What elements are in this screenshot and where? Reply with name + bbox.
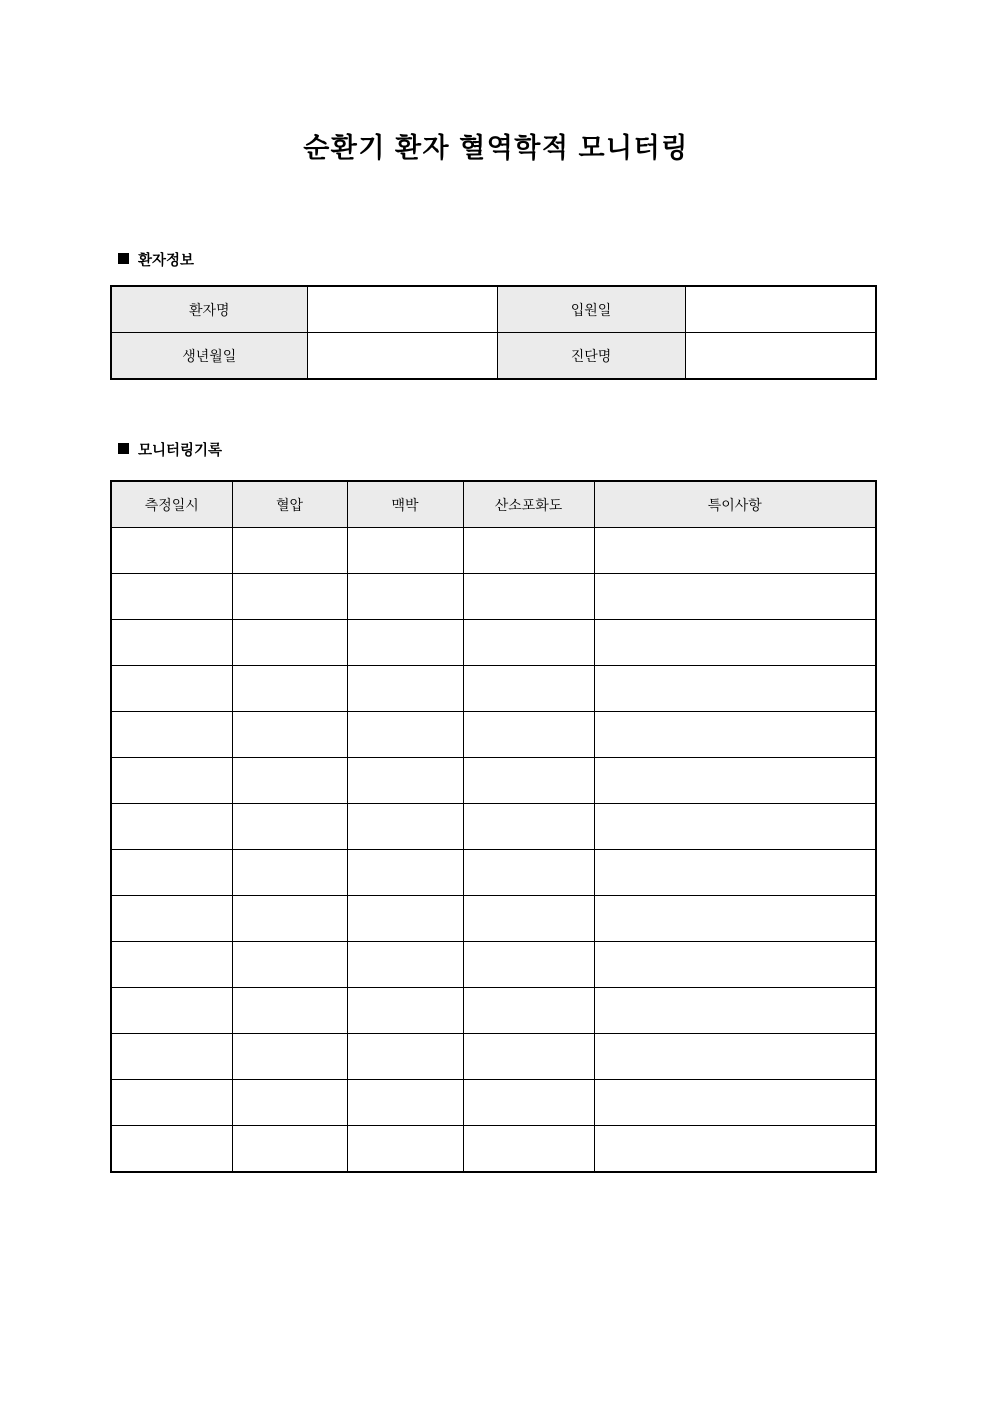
column-header-oxygen-saturation: 산소포화도 xyxy=(463,481,594,528)
cell-oxygen-saturation[interactable] xyxy=(463,666,594,712)
cell-oxygen-saturation[interactable] xyxy=(463,1080,594,1126)
table-row xyxy=(111,1034,876,1080)
cell-measure-datetime[interactable] xyxy=(111,850,232,896)
table-header-row xyxy=(111,481,876,528)
cell-pulse[interactable] xyxy=(347,528,463,574)
cell-oxygen-saturation[interactable] xyxy=(463,574,594,620)
table-row xyxy=(111,620,876,666)
column-header-measure-datetime: 측정일시 xyxy=(111,481,232,528)
patient-info-table xyxy=(110,285,877,380)
cell-oxygen-saturation[interactable] xyxy=(463,712,594,758)
table-row xyxy=(111,286,876,333)
cell-pulse[interactable] xyxy=(347,574,463,620)
column-header-blood-pressure: 혈압 xyxy=(232,481,347,528)
table-row xyxy=(111,896,876,942)
cell-pulse[interactable] xyxy=(347,896,463,942)
patient-name-label: 환자명 xyxy=(111,286,307,333)
cell-pulse[interactable] xyxy=(347,942,463,988)
cell-blood-pressure[interactable] xyxy=(232,574,347,620)
table-row xyxy=(111,333,876,380)
cell-oxygen-saturation[interactable] xyxy=(463,620,594,666)
table-row xyxy=(111,1126,876,1173)
cell-pulse[interactable] xyxy=(347,758,463,804)
cell-remarks[interactable] xyxy=(594,666,876,712)
cell-remarks[interactable] xyxy=(594,758,876,804)
cell-pulse[interactable] xyxy=(347,988,463,1034)
page-title: 순환기 환자 혈역학적 모니터링 xyxy=(303,133,689,163)
table-row xyxy=(111,804,876,850)
square-bullet-icon xyxy=(118,253,129,264)
cell-pulse[interactable] xyxy=(347,804,463,850)
cell-blood-pressure[interactable] xyxy=(232,712,347,758)
cell-remarks[interactable] xyxy=(594,1034,876,1080)
cell-oxygen-saturation[interactable] xyxy=(463,804,594,850)
table-row xyxy=(111,666,876,712)
cell-measure-datetime[interactable] xyxy=(111,1080,232,1126)
table-row xyxy=(111,1080,876,1126)
cell-remarks[interactable] xyxy=(594,804,876,850)
cell-blood-pressure[interactable] xyxy=(232,1126,347,1173)
cell-blood-pressure[interactable] xyxy=(232,804,347,850)
admission-date-label: 입원일 xyxy=(497,286,685,333)
cell-blood-pressure[interactable] xyxy=(232,620,347,666)
cell-pulse[interactable] xyxy=(347,666,463,712)
cell-blood-pressure[interactable] xyxy=(232,1034,347,1080)
cell-measure-datetime[interactable] xyxy=(111,988,232,1034)
cell-remarks[interactable] xyxy=(594,942,876,988)
cell-blood-pressure[interactable] xyxy=(232,850,347,896)
cell-remarks[interactable] xyxy=(594,1126,876,1173)
cell-measure-datetime[interactable] xyxy=(111,528,232,574)
section-heading-label: 환자정보 xyxy=(138,253,195,269)
admission-date-value[interactable] xyxy=(685,286,876,333)
table-row xyxy=(111,574,876,620)
section-heading-patient-info xyxy=(118,253,194,270)
cell-blood-pressure[interactable] xyxy=(232,758,347,804)
cell-pulse[interactable] xyxy=(347,1080,463,1126)
cell-measure-datetime[interactable] xyxy=(111,620,232,666)
cell-oxygen-saturation[interactable] xyxy=(463,758,594,804)
column-header-remarks: 특이사항 xyxy=(594,481,876,528)
cell-pulse[interactable] xyxy=(347,850,463,896)
diagnosis-label: 진단명 xyxy=(497,333,685,380)
patient-name-value[interactable] xyxy=(307,286,497,333)
cell-measure-datetime[interactable] xyxy=(111,804,232,850)
cell-blood-pressure[interactable] xyxy=(232,896,347,942)
cell-blood-pressure[interactable] xyxy=(232,666,347,712)
cell-oxygen-saturation[interactable] xyxy=(463,942,594,988)
table-row xyxy=(111,712,876,758)
section-heading-monitoring-record xyxy=(118,443,222,460)
table-row xyxy=(111,758,876,804)
table-row xyxy=(111,850,876,896)
cell-pulse[interactable] xyxy=(347,712,463,758)
cell-remarks[interactable] xyxy=(594,620,876,666)
cell-measure-datetime[interactable] xyxy=(111,1034,232,1080)
cell-blood-pressure[interactable] xyxy=(232,1080,347,1126)
table-row xyxy=(111,528,876,574)
cell-pulse[interactable] xyxy=(347,1126,463,1173)
cell-remarks[interactable] xyxy=(594,1080,876,1126)
cell-blood-pressure[interactable] xyxy=(232,528,347,574)
cell-oxygen-saturation[interactable] xyxy=(463,988,594,1034)
cell-measure-datetime[interactable] xyxy=(111,896,232,942)
cell-pulse[interactable] xyxy=(347,1034,463,1080)
cell-measure-datetime[interactable] xyxy=(111,1126,232,1173)
cell-oxygen-saturation[interactable] xyxy=(463,1034,594,1080)
cell-measure-datetime[interactable] xyxy=(111,574,232,620)
cell-measure-datetime[interactable] xyxy=(111,666,232,712)
cell-blood-pressure[interactable] xyxy=(232,942,347,988)
section-heading-label: 모니터링기록 xyxy=(138,443,223,459)
cell-remarks[interactable] xyxy=(594,574,876,620)
cell-pulse[interactable] xyxy=(347,620,463,666)
cell-oxygen-saturation[interactable] xyxy=(463,896,594,942)
birth-date-label: 생년월일 xyxy=(111,333,307,380)
cell-oxygen-saturation[interactable] xyxy=(463,850,594,896)
diagnosis-value[interactable] xyxy=(685,333,876,380)
monitoring-record-table xyxy=(110,480,877,1173)
cell-measure-datetime[interactable] xyxy=(111,942,232,988)
cell-remarks[interactable] xyxy=(594,528,876,574)
cell-measure-datetime[interactable] xyxy=(111,758,232,804)
cell-remarks[interactable] xyxy=(594,850,876,896)
square-bullet-icon xyxy=(118,443,129,454)
cell-oxygen-saturation[interactable] xyxy=(463,1126,594,1173)
column-header-pulse: 맥박 xyxy=(347,481,463,528)
monitoring-record-body xyxy=(111,528,876,1173)
birth-date-value[interactable] xyxy=(307,333,497,380)
table-row xyxy=(111,988,876,1034)
cell-measure-datetime[interactable] xyxy=(111,712,232,758)
cell-oxygen-saturation[interactable] xyxy=(463,528,594,574)
cell-blood-pressure[interactable] xyxy=(232,988,347,1034)
cell-remarks[interactable] xyxy=(594,712,876,758)
table-row xyxy=(111,942,876,988)
cell-remarks[interactable] xyxy=(594,896,876,942)
cell-remarks[interactable] xyxy=(594,988,876,1034)
